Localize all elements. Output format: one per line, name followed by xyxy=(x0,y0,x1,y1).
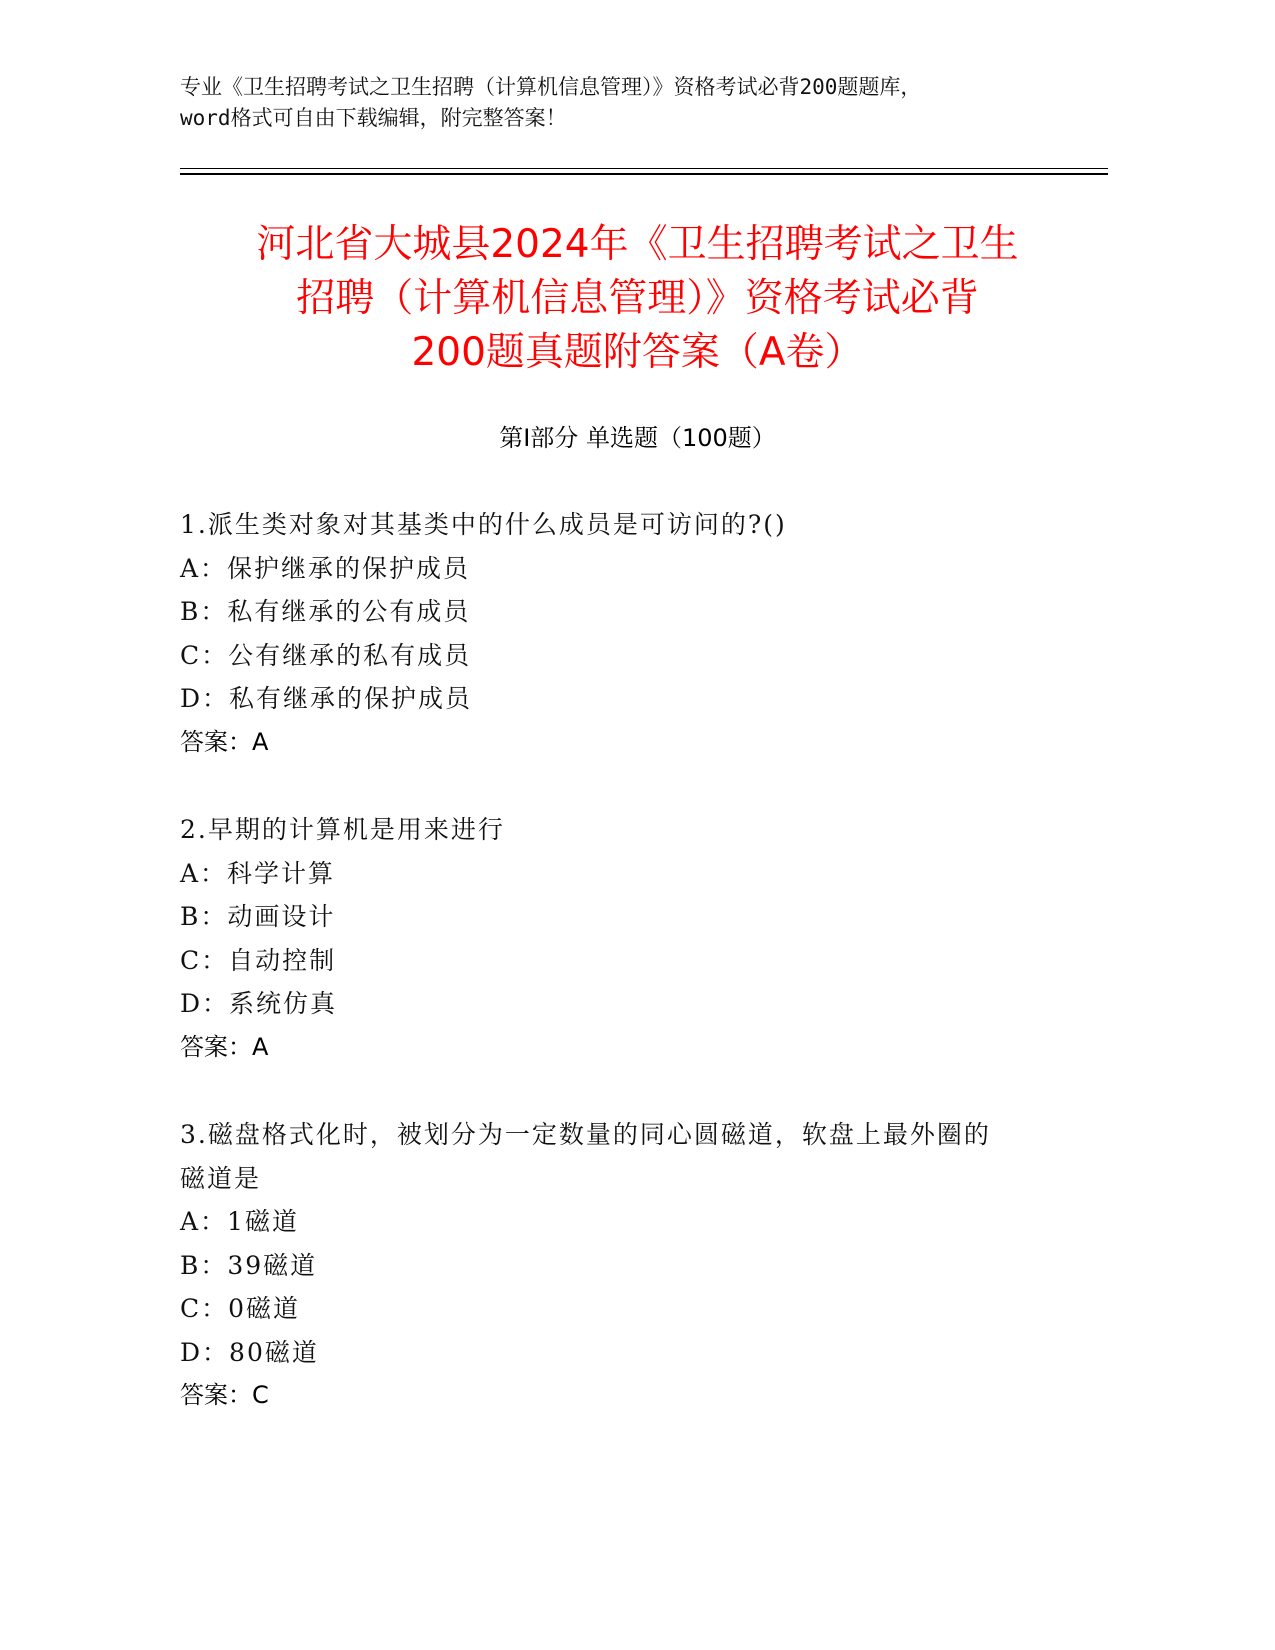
question-stem: 2.早期的计算机是用来进行 xyxy=(180,815,505,844)
option-c: C：自动控制 xyxy=(180,945,337,975)
option-b: B：动画设计 xyxy=(180,902,336,931)
title-line: 河北省大城县2024年《卫生招聘考试之卫生 xyxy=(256,222,1019,267)
option-d: D：80磁道 xyxy=(180,1337,319,1367)
option-a: A：1磁道 xyxy=(180,1207,299,1236)
header-divider-thin xyxy=(180,168,1108,169)
option-a: A：保护继承的保护成员 xyxy=(180,553,471,583)
title-line: 招聘（计算机信息管理）》资格考试必背 xyxy=(296,276,979,321)
option-b: B：私有继承的公有成员 xyxy=(180,597,471,626)
header-note xyxy=(180,72,1110,134)
document-title xyxy=(150,218,1125,380)
title-line: 200题真题附答案（A卷） xyxy=(411,330,864,375)
answer-line: 答案：C xyxy=(180,1381,269,1409)
question-item xyxy=(180,503,1110,764)
option-d: D：系统仿真 xyxy=(180,989,338,1018)
option-c: C：0磁道 xyxy=(180,1294,301,1323)
question-item xyxy=(180,808,1110,1069)
option-b: B：39磁道 xyxy=(180,1250,318,1280)
option-d: D：私有继承的保护成员 xyxy=(180,684,473,713)
option-a: A：科学计算 xyxy=(180,858,336,888)
question-item xyxy=(180,1113,1110,1418)
header-note-line: 专业《卫生招聘考试之卫生招聘（计算机信息管理）》资格考试必背200题题库， xyxy=(180,75,922,99)
option-c: C：公有继承的私有成员 xyxy=(180,640,472,670)
section-heading: 第Ⅰ部分 单选题（100题） xyxy=(499,424,776,452)
answer-line: 答案：A xyxy=(180,727,269,756)
header-divider-thick xyxy=(180,173,1108,175)
question-stem: 3.磁盘格式化时，被划分为一定数量的同心圆磁道，软盘上最外圈的 xyxy=(180,1120,991,1149)
question-stem: 1.派生类对象对其基类中的什么成员是可访问的?() xyxy=(180,510,787,539)
header-note-line: word格式可自由下载编辑，附完整答案！ xyxy=(180,106,567,130)
question-stem-continued: 磁道是 xyxy=(180,1163,262,1193)
answer-line: 答案：A xyxy=(180,1032,269,1061)
